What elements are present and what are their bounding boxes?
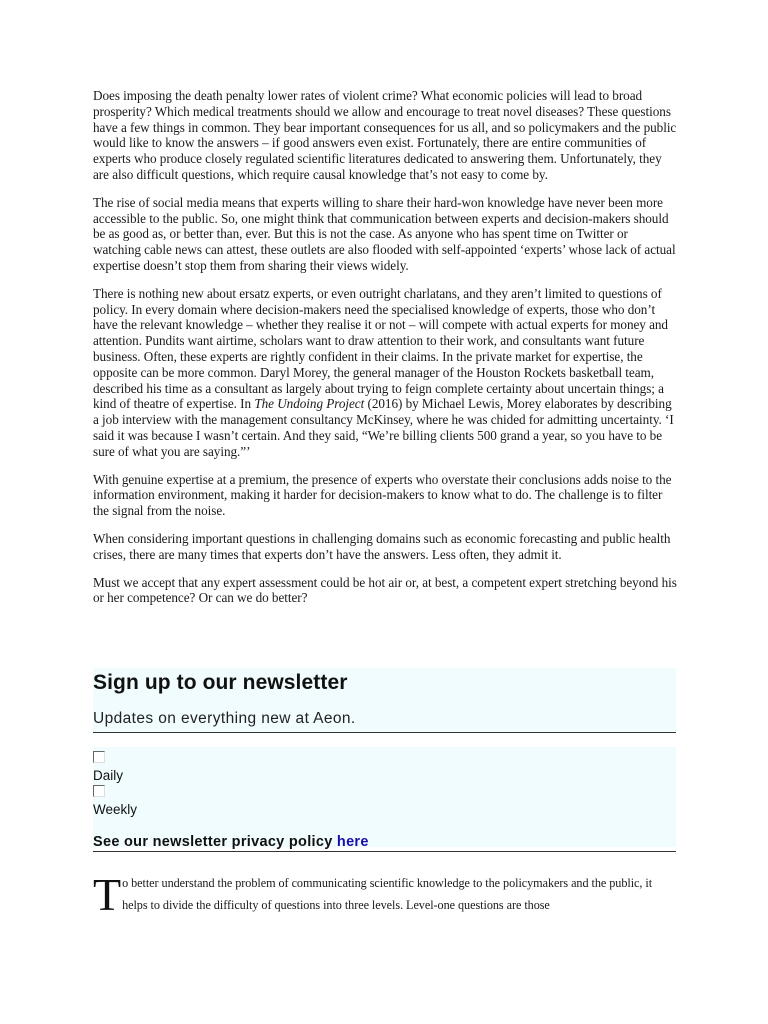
continuation-text: o better understand the problem of communicating scientific knowledge to the policymakers and the public, it helps to divide the difficulty of questions into three levels. Level-one questions are those (122, 876, 653, 912)
weekly-option (93, 785, 137, 817)
privacy-policy-line (93, 834, 676, 852)
paragraph-3-part-a: There is nothing new about ersatz experts, or even outright charlatans, and they aren’t limited to questions of policy. In every domain where decision-makers need the specialised knowledge of experts, those who don’t have the relevant knowledge – whether they realise it or not – will compete with actual experts for money and attention. Pundits want airtime, scholars want to draw attention to their work, and consultants want future business. Often, these experts are rightly confident in their claims. In the private market for expertise, the opposite can be more common. Daryl Morey, the general manager of the Houston Rockets basketball team, described his time as a consultant as largely about trying to feign complete certainty about uncertain things; a kind of theatre of expertise. In (93, 285, 668, 412)
paragraph-6: Must we accept that any expert assessment could be hot air or, at best, a competent expert stretching beyond his or her competence? Or can we do better? (93, 574, 677, 606)
newsletter-subtitle: Updates on everything new at Aeon. (93, 710, 356, 727)
weekly-checkbox[interactable] (93, 785, 105, 797)
newsletter-title: Sign up to our newsletter (93, 671, 348, 694)
privacy-policy-text: See our newsletter privacy policy (93, 834, 337, 850)
article-continuation (93, 869, 677, 920)
newsletter-header (93, 668, 676, 733)
drop-cap: T (93, 869, 122, 920)
article-body (93, 88, 677, 618)
paragraph-2: The rise of social media means that experts willing to share their hard-won knowledge have never been more accessible to the public. So, one might think that communication between experts and decision-makers should be as good as, or better than, ever. But this is not the case. As anyone who has spent time on Twitter or watching cable news can attest, these outlets are also flooded with self-appointed ‘experts’ whose lack of actual expertise doesn’t stop them from sharing their views widely. (93, 194, 676, 273)
book-title: The Undoing Project (254, 396, 365, 412)
newsletter-options (93, 747, 676, 850)
weekly-label: Weekly (93, 802, 138, 817)
daily-label: Daily (93, 768, 124, 783)
daily-checkbox[interactable] (93, 751, 105, 763)
paragraph-5: When considering important questions in challenging domains such as economic forecasting and public health crises, there are many times that experts don’t have the answers. Less often, they admit it. (93, 530, 671, 562)
paragraph-4: With genuine expertise at a premium, the presence of experts who overstate their conclusions adds noise to the information environment, making it harder for decision-makers to know what to do. The challenge is to filter the signal from the noise. (93, 471, 672, 519)
daily-option (93, 751, 123, 783)
privacy-policy-link[interactable]: here (336, 834, 369, 850)
paragraph-3 (93, 286, 677, 460)
paragraph-3-part-b: (2016) by Michael Lewis, Morey elaborates by describing a job interview with the management consultancy McKinsey, where he was chided for admitting uncertainty. ‘I said it was because I wasn’t certain. And they said, “We’re billing clients 500 grand a year, so you have to be sure of what you are saying.”’ (93, 396, 674, 459)
newsletter-signup (93, 668, 676, 850)
paragraph-1: Does imposing the death penalty lower rates of violent crime? What economic policies will lead to broad prosperity? Which medical treatments should we allow and encourage to treat novel diseases? These questions have a few things in common. They bear important consequences for us all, and so policymakers and the public would like to know the answers – if good answers even exist. Fortunately, there are entire communities of experts who produce closely regulated scientific literatures dedicated to answering them. Unfortunately, they are also difficult questions, which require causal knowledge that’s not easy to come by. (93, 88, 677, 182)
